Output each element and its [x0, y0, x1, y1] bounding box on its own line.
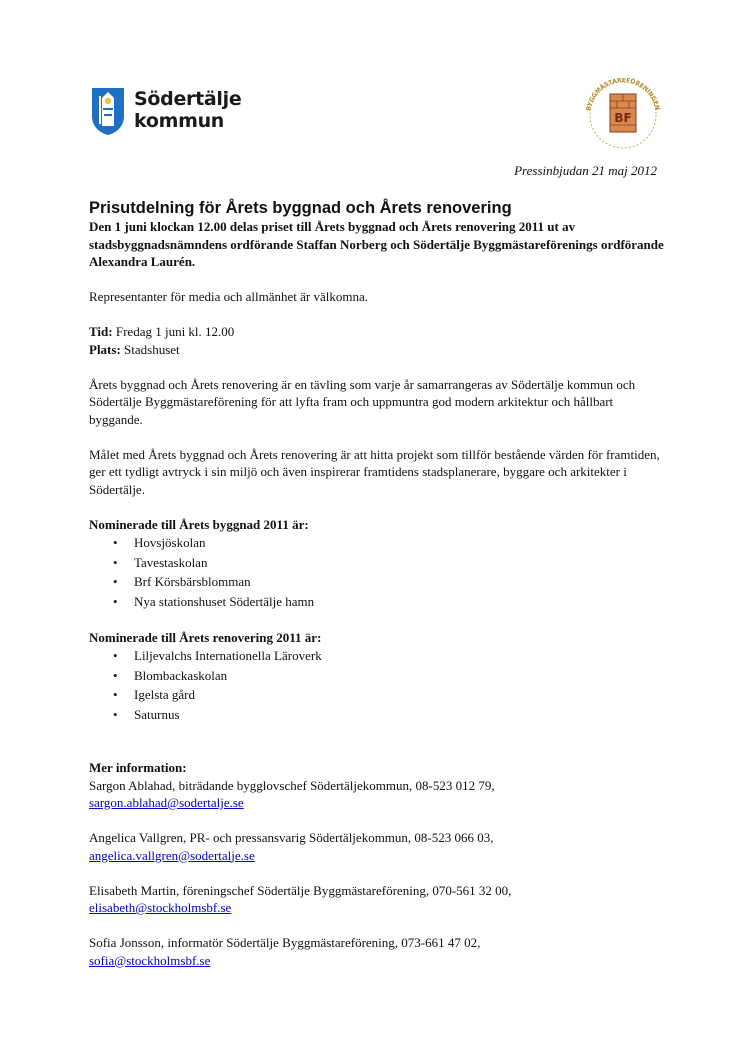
contact-3-email-link[interactable]: elisabeth@stockholmsbf.se — [89, 900, 232, 915]
list-item: • Tavestaskolan — [89, 553, 669, 573]
lead-paragraph: Den 1 juni klockan 12.00 delas priset till Årets byggnad och Årets renovering 2011 ut av stadsbyggnadsnämndens ordförande Staffan Norberg och Södertälje Byggmästareförenings ordförande Alexandra Laurén. — [89, 219, 664, 269]
time-line — [89, 323, 669, 341]
time-label: Tid: — [89, 324, 113, 339]
press-release-body — [89, 198, 669, 969]
list-item: • Liljevalchs Internationella Läroverk — [89, 646, 669, 666]
list-item: • Brf Körsbärsblomman — [89, 572, 669, 592]
place-line — [89, 341, 669, 359]
contact-2-email-link[interactable]: angelica.vallgren@sodertalje.se — [89, 847, 255, 863]
list-item: • Nya stationshuset Södertälje hamn — [89, 592, 669, 612]
byggmastareforening-logo — [582, 78, 664, 152]
list-item: • Blombackaskolan — [89, 666, 669, 686]
dateline: Pressinbjudan 21 maj 2012 — [514, 163, 657, 178]
time-value: Fredag 1 juni kl. 12.00 — [112, 324, 235, 339]
contact-2-text: Angelica Vallgren, PR- och pressansvarig Södertäljekommun, 08-523 066 03, — [89, 830, 494, 845]
contact-4-text: Sofia Jonsson, informatör Södertälje Byggmästareförening, 073-661 47 02, — [89, 935, 481, 950]
paragraph-2: Målet med Årets byggnad och Årets renovering är att hitta projekt som tillför bestående värden för framtiden, ger ett tydligt avtryck i sin miljö och även inspirerar framtidens stadsplanerare, byggare och arkitekter i Södertälje. — [89, 446, 660, 497]
contact-4-email-link[interactable]: sofia@stockholmsbf.se — [89, 952, 211, 968]
nominees-renovation-list — [89, 646, 669, 724]
contact-1-text: Sargon Ablahad, biträdande bygglovschef Södertäljekommun, 08-523 012 79, — [89, 777, 495, 793]
shield-icon — [90, 86, 126, 136]
place-label: Plats: — [89, 341, 121, 357]
bf-letters: BF — [614, 111, 632, 125]
logo-line-2: kommun — [134, 110, 225, 132]
page-title: Prisutdelning för Årets byggnad och Årets renovering — [89, 199, 512, 217]
nominees-renovation-heading: Nominerade till Årets renovering 2011 är: — [89, 629, 322, 645]
bf-seal-icon — [582, 78, 664, 152]
nominees-building-heading: Nominerade till Årets byggnad 2011 är: — [89, 516, 309, 532]
nominees-building-list — [89, 533, 669, 611]
welcome-text: Representanter för media och allmänhet är välkomna. — [89, 289, 369, 304]
paragraph-1: Årets byggnad och Årets renovering är en tävling som varje år samarrangeras av Södertälje kommun och Södertälje Byggmästareförening för att lyfta fram och uppmuntra god modern arkitektur och hållbart byggande. — [89, 376, 636, 427]
logo-line-1: Södertälje — [134, 88, 242, 110]
more-info-heading: Mer information: — [89, 760, 187, 775]
contact-1-email-link[interactable]: sargon.ablahad@sodertalje.se — [89, 795, 244, 810]
sodertalje-kommun-logo — [90, 86, 250, 138]
logo-wordmark — [134, 88, 241, 132]
contact-3-text: Elisabeth Martin, föreningschef Södertälje Byggmästareförening, 070-561 32 00, — [89, 882, 512, 898]
svg-text:BYGGMÄSTAREFÖRENINGEN: BYGGMÄSTAREFÖRENINGEN — [585, 78, 661, 112]
list-item: • Saturnus — [89, 705, 669, 725]
place-value: Stadshuset — [120, 341, 180, 357]
list-item: • Igelsta gård — [89, 685, 669, 705]
list-item: • Hovsjöskolan — [89, 533, 669, 553]
